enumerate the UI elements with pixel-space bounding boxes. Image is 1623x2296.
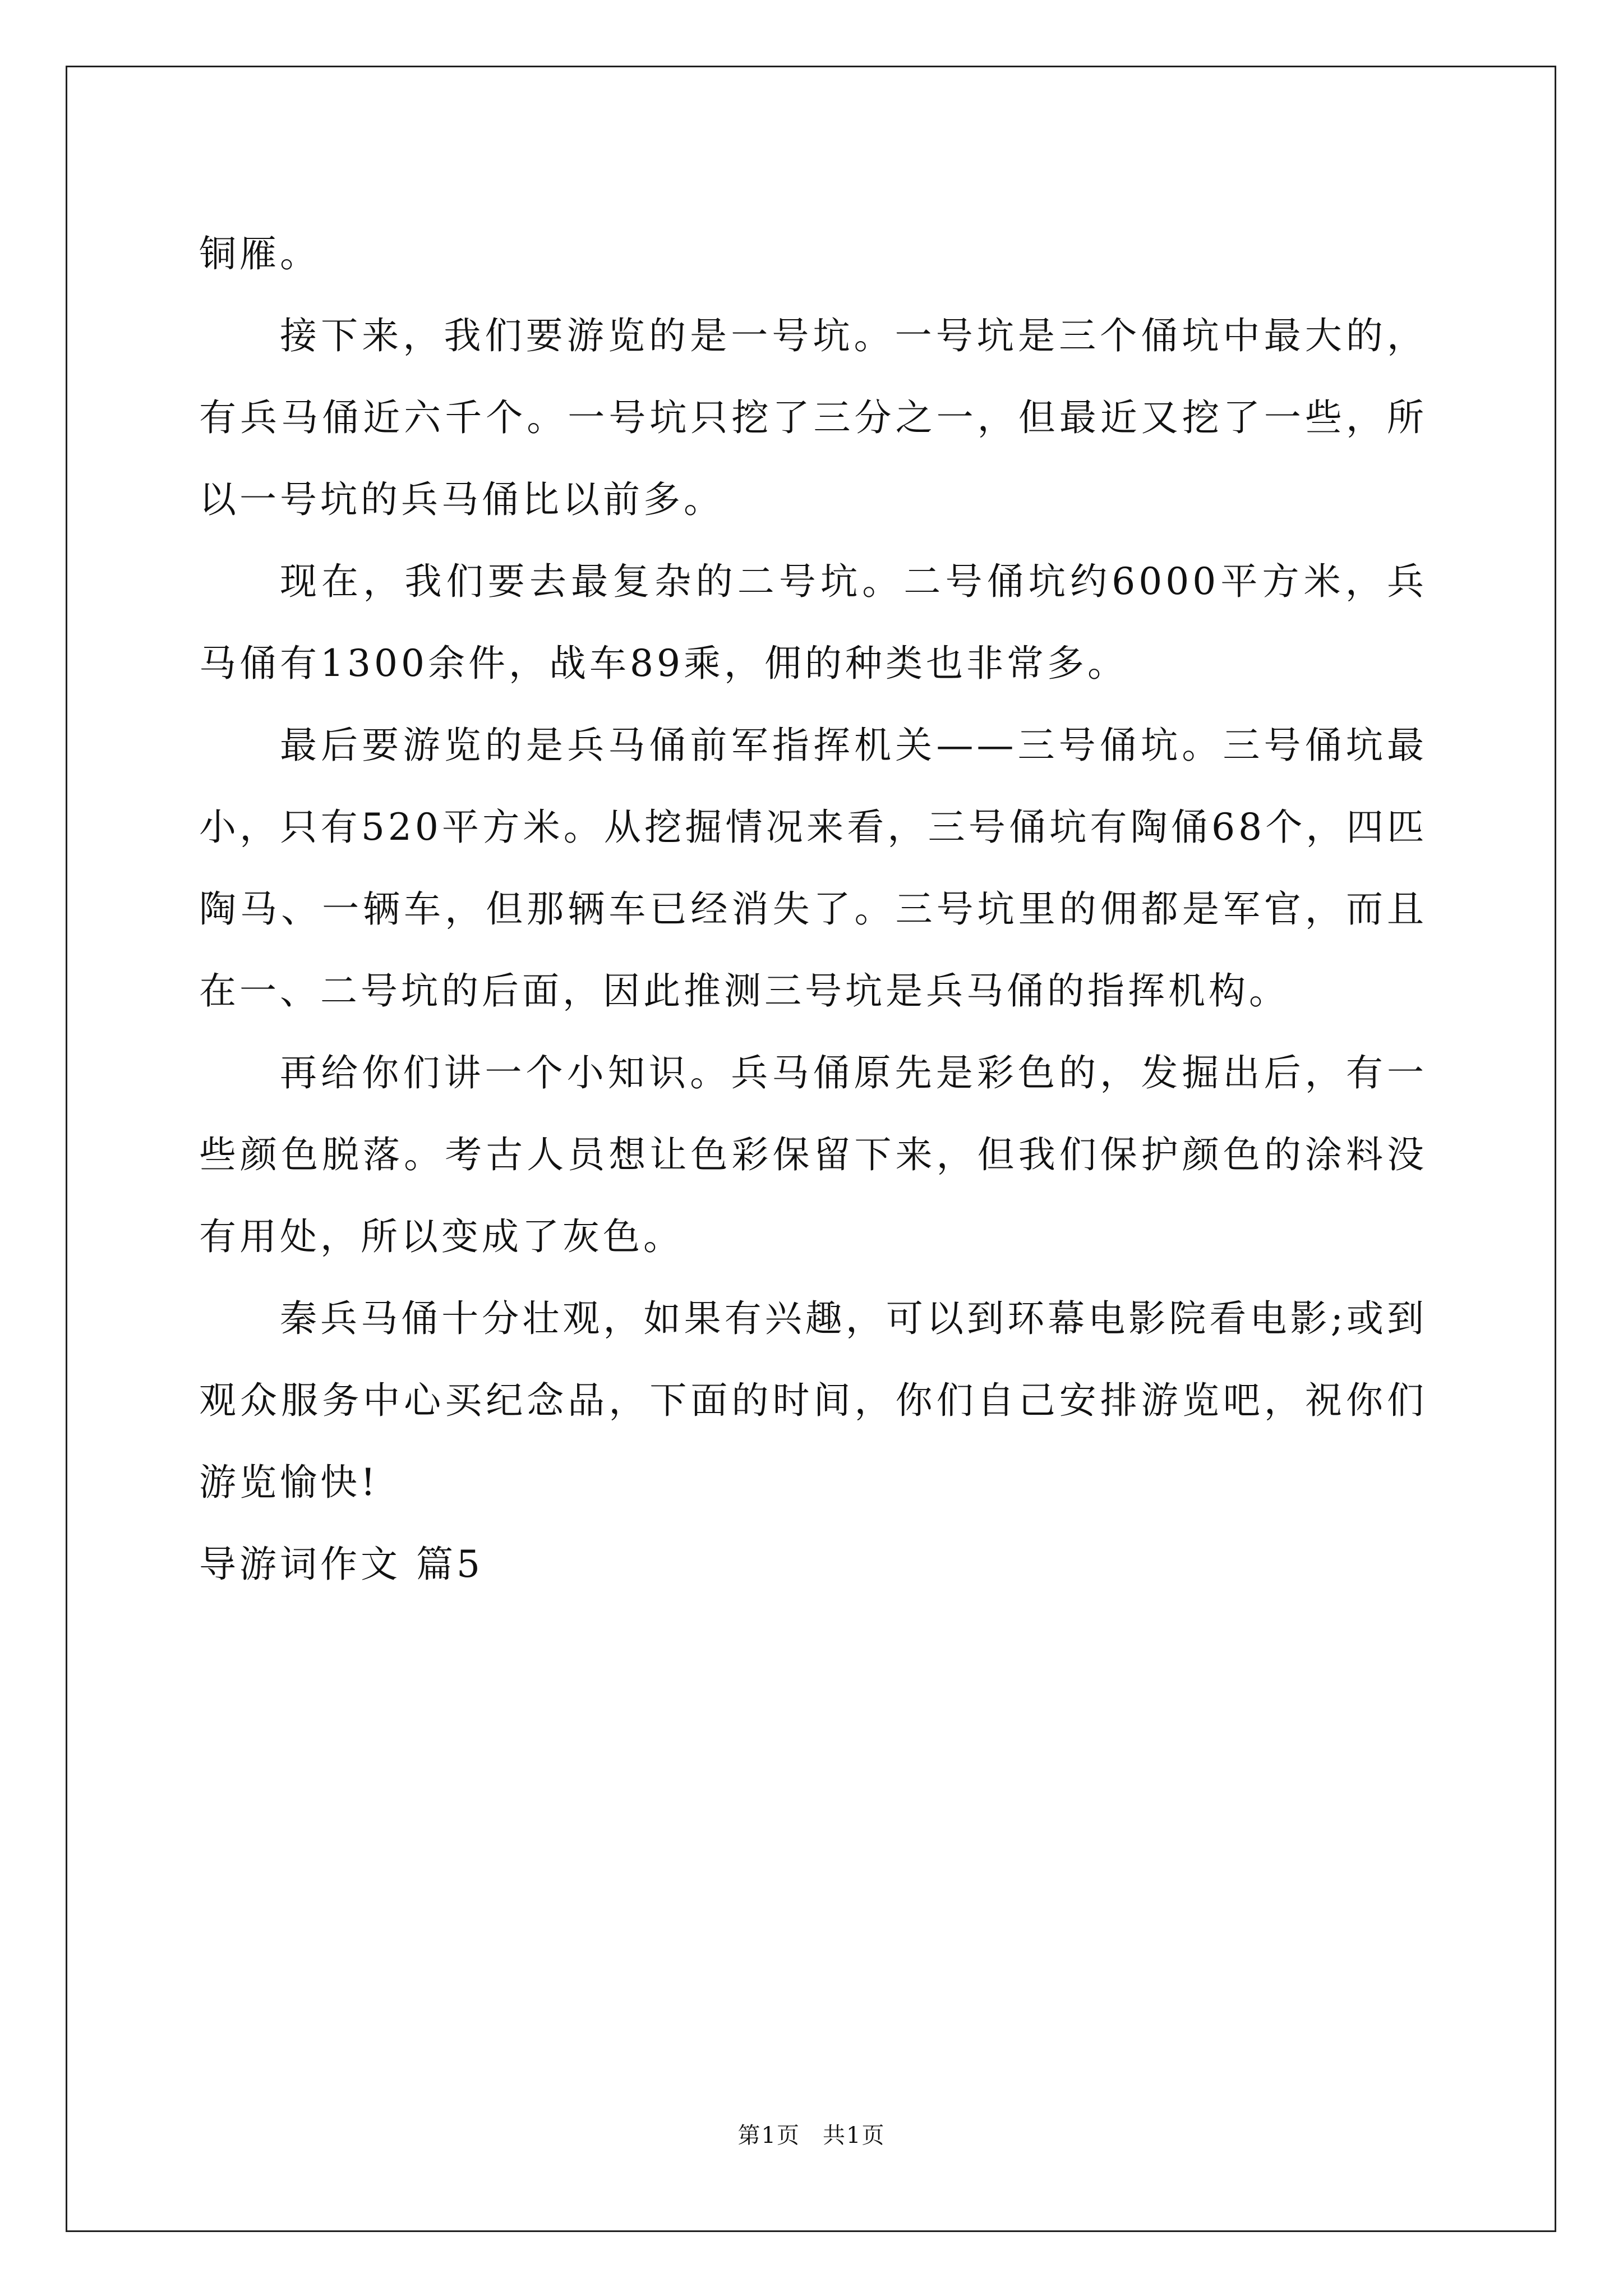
page-total: 共1页	[823, 2123, 886, 2148]
document-body	[199, 213, 1427, 1605]
page-number: 第1页	[737, 2123, 800, 2148]
paragraph-continuation: 铜雁。	[199, 232, 320, 275]
paragraph-pit-three: 最后要游览的是兵马俑前军指挥机关——三号俑坑。三号俑坑最小，只有520平方米。从挖掘情况来看，三号俑坑有陶俑68个，四匹陶马、一辆车，但那辆车已经消失了。三号坑里的佣都是军官，而且在一、二号坑的后面，因此推测三号坑是兵马俑的指挥机构。	[199, 724, 1427, 1013]
page-footer	[0, 2122, 1623, 2150]
paragraph-pit-one: 接下来，我们要游览的是一号坑。一号坑是三个俑坑中最大的，有兵马俑近六千个。一号坑只挖了三分之一，但最近又挖了一些，所以一号坑的兵马俑比以前多。	[199, 314, 1427, 521]
section-heading: 导游词作文 篇5	[199, 1543, 483, 1586]
paragraph-color-knowledge: 再给你们讲一个小知识。兵马俑原先是彩色的，发掘出后，有一些颜色脱落。考古人员想让色彩保留下来，但我们保护颜色的涂料没有用处，所以变成了灰色。	[199, 1051, 1427, 1258]
paragraph-pit-two: 现在，我们要去最复杂的二号坑。二号俑坑约6000平方米，兵马俑有1300余件，战车89乘，佣的种类也非常多。	[199, 560, 1427, 685]
paragraph-closing: 秦兵马俑十分壮观，如果有兴趣，可以到环幕电影院看电影;或到观众服务中心买纪念品，下面的时间，你们自己安排游览吧，祝你们游览愉快!	[199, 1297, 1427, 1504]
